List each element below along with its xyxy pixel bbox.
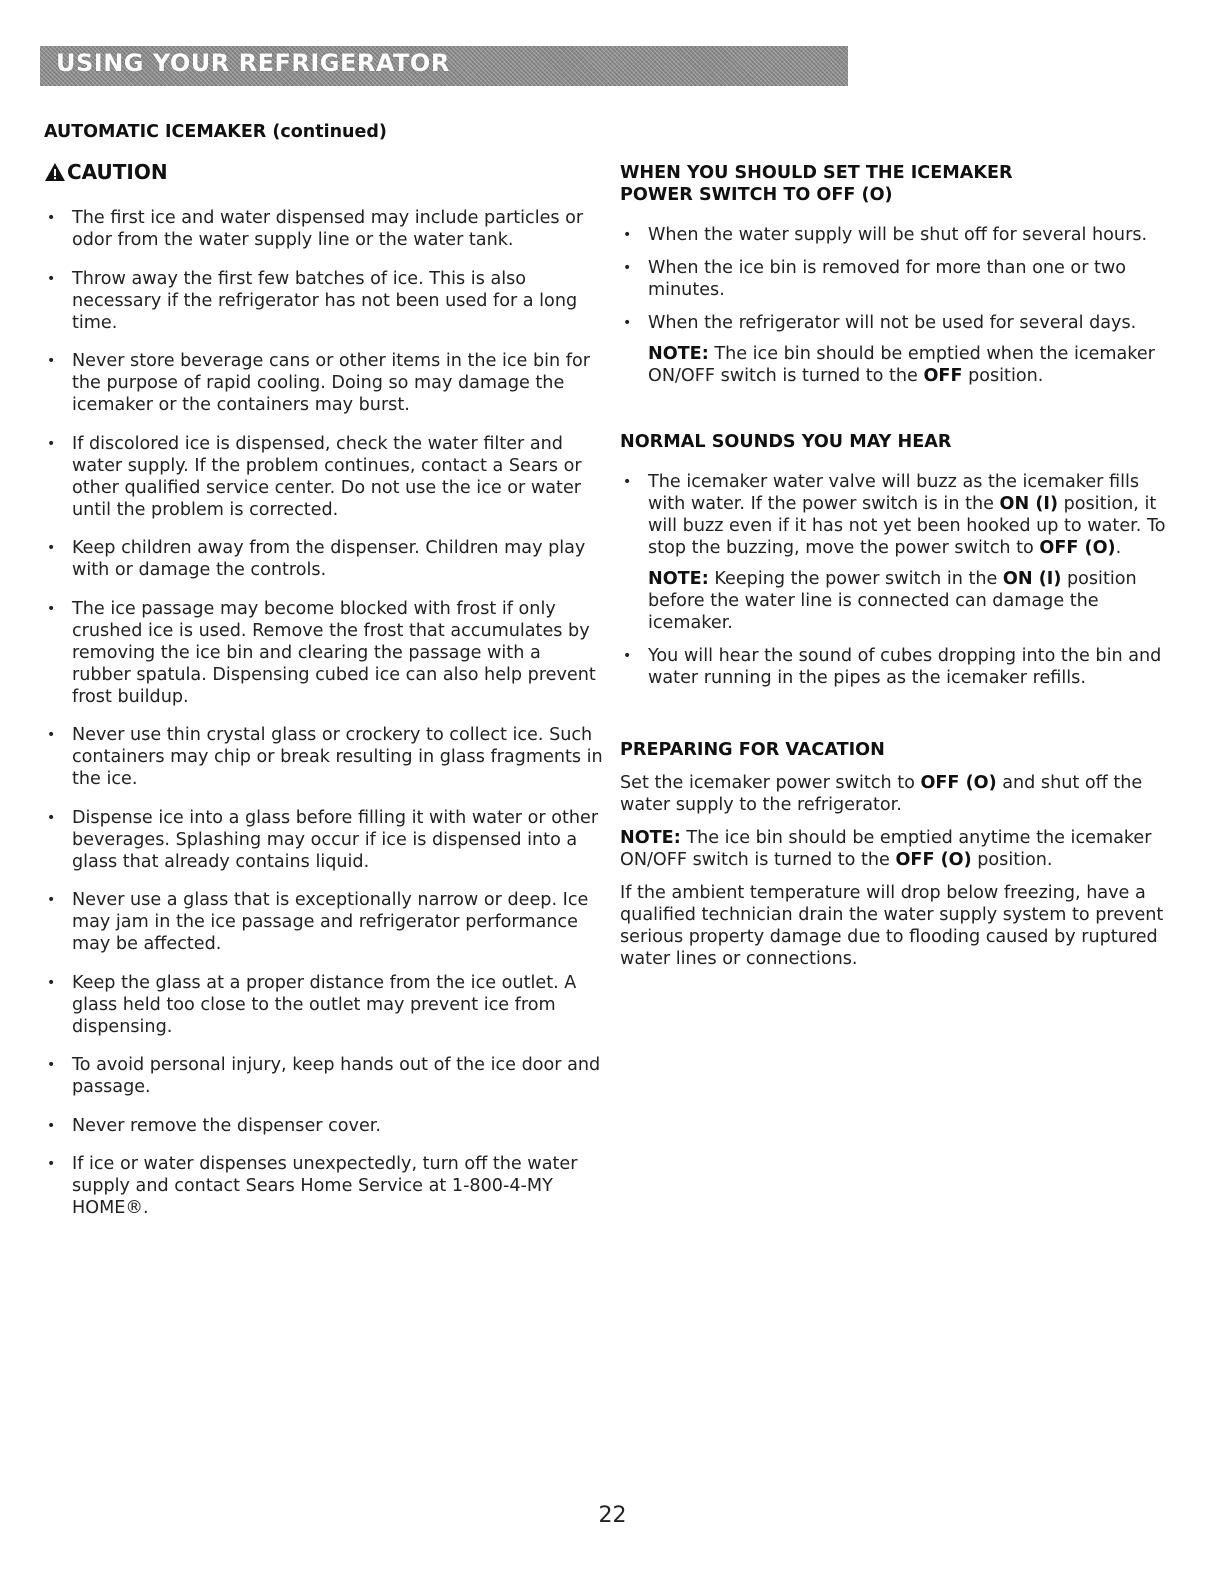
warning-triangle-icon [44,162,66,182]
list-item: • Never store beverage cans or other items in the ice bin for the purpose of rapid cooling. Doing so may damage the icemaker or the containers may burst. [47,351,590,415]
list-item: • Keep children away from the dispenser. Children may play with or damage the controls. [47,538,586,580]
vacation-paragraph: Set the icemaker power switch to OFF (O) and shut off the water supply to the refrigerator. [620,773,1143,815]
section-banner [40,46,848,86]
list-item: • The icemaker water valve will buzz as the icemaker fills with water. If the power switch is in the ON (I) position, it will buzz even if it has not yet been hooked up to water. To stop the buzzing, move the power switch to OFF (O). [623,472,1166,558]
vacation-section [620,739,1180,970]
power-switch-section [620,162,1180,387]
list-item: • The first ice and water dispensed may include particles or odor from the water supply line or the water tank. [47,208,584,250]
caution-list-column [44,207,604,1236]
vacation-heading: PREPARING FOR VACATION [620,740,885,760]
power-switch-list [620,224,1180,334]
list-item: • Keep the glass at a proper distance from the ice outlet. A glass held too close to the outlet may prevent ice from dispensing. [47,972,577,1037]
list-item: • If ice or water dispenses unexpectedly, turn off the water supply and contact Sears Home Service at 1-800-4-MY HOME®. [47,1154,578,1218]
banner-title: USING YOUR REFRIGERATOR [56,49,450,77]
vacation-freezing-paragraph: If the ambient temperature will drop below freezing, have a qualified technician drain the water supply system to prevent serious property damage due to flooding caused by ruptured water lines or connections. [620,883,1164,969]
sounds-section [620,431,1180,689]
list-item: • You will hear the sound of cubes dropping into the bin and water running in the pipes as the icemaker refills. [623,646,1162,688]
list-item: • Never use a glass that is exceptionally narrow or deep. Ice may jam in the ice passage and refrigerator performance may be affected. [47,890,589,954]
list-item: • The ice passage may become blocked with frost if only crushed ice is used. Remove the frost that accumulates by removing the ice bin and clearing the passage with a rubber spatula. Dispensing cubed ice can also help prevent frost buildup. [47,598,596,707]
list-item: • If discolored ice is dispensed, check the water filter and water supply. If the problem continues, contact a Sears or other qualified service center. Do not use the ice or water until the problem is corrected. [47,433,582,520]
list-item: • Throw away the first few batches of ice. This is also necessary if the refrigerator has not been used for a long time. [47,268,578,333]
list-item: • Never remove the dispenser cover. [47,1115,381,1136]
sounds-note: NOTE: Keeping the power switch in the ON (I) position before the water line is connected can damage the icemaker. [648,569,1137,633]
caution-heading [44,160,168,184]
caution-label: CAUTION [67,160,168,184]
list-item: • Never use thin crystal glass or crockery to collect ice. Such containers may chip or break resulting in glass fragments in the ice. [47,725,603,789]
sounds-list [620,471,1180,559]
list-item: • When the ice bin is removed for more than one or two minutes. [623,258,1127,300]
section-title: AUTOMATIC ICEMAKER (continued) [44,122,387,142]
page-number: 22 [598,1503,627,1528]
list-item: • When the refrigerator will not be used for several days. [623,313,1137,333]
sounds-list-2 [620,645,1180,689]
list-item: • To avoid personal injury, keep hands out of the ice door and passage. [47,1055,601,1097]
power-switch-note: NOTE: The ice bin should be emptied when the icemaker ON/OFF switch is turned to the OFF position. [648,344,1155,386]
list-item: • Dispense ice into a glass before filling it with water or other beverages. Splashing may occur if ice is dispensed into a glass that already contains liquid. [47,807,599,872]
list-item: • When the water supply will be shut off for several hours. [623,225,1148,245]
right-column [620,162,1180,970]
sounds-heading: NORMAL SOUNDS YOU MAY HEAR [620,432,952,452]
vacation-note: NOTE: The ice bin should be emptied anytime the icemaker ON/OFF switch is turned to the OFF (O) position. [620,828,1152,870]
power-switch-heading: WHEN YOU SHOULD SET THE ICEMAKER POWER SWITCH TO OFF (O) [620,163,1013,205]
caution-list [44,207,604,1219]
